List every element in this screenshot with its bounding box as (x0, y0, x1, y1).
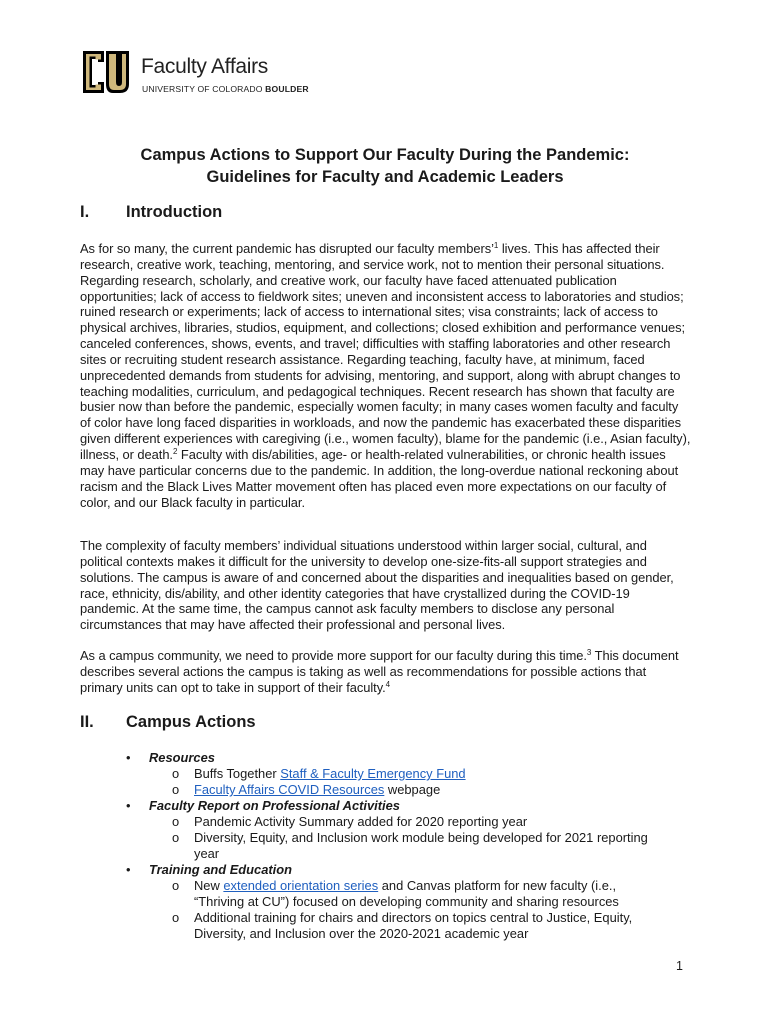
sub-bullet-icon: o (172, 878, 180, 893)
brand-campus: BOULDER (265, 84, 309, 94)
p1-text-a: As for so many, the current pandemic has disrupted our faculty members’ (80, 241, 494, 256)
footnote-ref-3[interactable]: 3 (586, 648, 592, 657)
sub-item-prefix: Buffs Together (194, 766, 281, 781)
footnote-ref-2[interactable]: 2 (172, 446, 178, 456)
page-number: 1 (676, 959, 683, 973)
bullet-icon: • (126, 750, 131, 765)
intro-paragraph-3 (80, 648, 692, 696)
p3-text-b: This document describes several actions the campus is taking as well as recommendations for possible actions that primary units can opt to take in support of their faculty. (80, 648, 679, 695)
sub-item-suffix: and Canvas platform for new faculty (i.e., “Thriving at CU”) focused on developing community and sharing resources (194, 878, 619, 909)
bullet-icon: • (126, 798, 131, 813)
brand-university (142, 84, 309, 94)
sub-bullet-icon: o (172, 910, 180, 925)
sub-item-text: Pandemic Activity Summary added for 2020 reporting year (194, 814, 528, 829)
list-item-label: Faculty Report on Professional Activities (149, 798, 400, 813)
intro-paragraph-2: The complexity of faculty members’ individual situations understood within larger social, cultural, and political contexts makes it difficult for the university to develop one-size-fits-all support strategies and solutions. The campus is aware of and concerned about the disparities and inequalities based on gender, race, ethnicity, dis/ability, and other identity categories that have crystallized during the COVID-19 pandemic. At the same time, the campus cannot ask faculty members to disclose any personal circumstances that may have affected their professional and personal lives. (80, 538, 674, 633)
p3-text-a: As a campus community, we need to provide more support for our faculty during this time. (80, 648, 587, 663)
sub-bullet-icon: o (172, 782, 180, 797)
section-title: Campus Actions (126, 713, 256, 731)
sub-item-text (194, 766, 664, 782)
sub-item-text (194, 782, 664, 798)
emergency-fund-link[interactable]: Staff & Faculty Emergency Fund (280, 766, 466, 781)
sub-bullet-icon: o (172, 814, 180, 829)
p1-text-c: Faculty with dis/abilities, age- or health-related vulnerabilities, or chronic health issues may have particular concerns due to the pandemic. In addition, the long-overdue national reckoning about racism and the Black Lives Matter movement often has placed even more expectations on our faculty of color, and our Black faculty in particular. (80, 446, 679, 510)
orientation-series-link[interactable]: extended orientation series (223, 878, 379, 893)
sub-item-prefix: New (194, 878, 224, 893)
list-item-label: Training and Education (149, 862, 292, 877)
cu-logo-icon (80, 46, 132, 98)
brand-name: Faculty Affairs (141, 55, 268, 78)
sub-bullet-icon: o (172, 830, 180, 845)
bullet-icon: • (126, 862, 131, 877)
sub-item-text: Diversity, Equity, and Inclusion work module being developed for 2021 reporting year (194, 830, 648, 861)
section-title: Introduction (126, 203, 223, 221)
sub-bullet-icon: o (172, 766, 180, 781)
sub-item-text (194, 878, 664, 910)
list-item-label: Resources (149, 750, 215, 765)
section-number: II. (80, 713, 94, 731)
p1-text-b: lives. This has affected their research, creative work, teaching, mentoring, and service work, not to mention their personal situations. Regarding research, scholarly, and creative work, our faculty have faced attenuated publication opportunities; lack of access to fieldwork sites; uneven and inconsistent access to laboratories and studios; ruined research or experiments; lack of access to international sites; visa constraints; lack of access to physical archives, libraries, studios, equipment, and collections; closed exhibition and performance venues; canceled conferences, shows, events, and travel; difficulties with staffing laboratories and other research sites or recruiting student research assistance. Regarding teaching, faculty have, at minimum, faced unprecedented demands from students for advising, mentoring, and support, along with abrupt changes to teaching modalities, curriculum, and pedagogical techniques. Recent research has shown that faculty are busier now than before the pandemic, especially women faculty; in many cases women faculty and faculty of color have long faced disparities in workloads, and now the pandemic has exacerbated these disparities given different experiences with caregiving (i.e., women faculty), blame for the pandemic (i.e., Asian faculty), illness, or death. (80, 241, 691, 462)
footnote-ref-4[interactable]: 4 (385, 679, 391, 689)
footnote-ref-1[interactable]: 1 (493, 241, 499, 250)
brand-university-name: UNIVERSITY OF COLORADO (142, 84, 266, 94)
sub-item-text: Additional training for chairs and directors on topics central to Justice, Equity, Diversity, and Inclusion over the 2020-2021 academic year (194, 910, 633, 941)
covid-resources-link[interactable]: Faculty Affairs COVID Resources (194, 782, 385, 797)
document-title-line2: Guidelines for Faculty and Academic Leaders (206, 168, 564, 186)
sub-item-suffix: webpage (384, 782, 441, 797)
section-number: I. (80, 203, 90, 221)
intro-paragraph-1 (80, 241, 692, 510)
document-title-line1: Campus Actions to Support Our Faculty During the Pandemic: (140, 146, 630, 164)
